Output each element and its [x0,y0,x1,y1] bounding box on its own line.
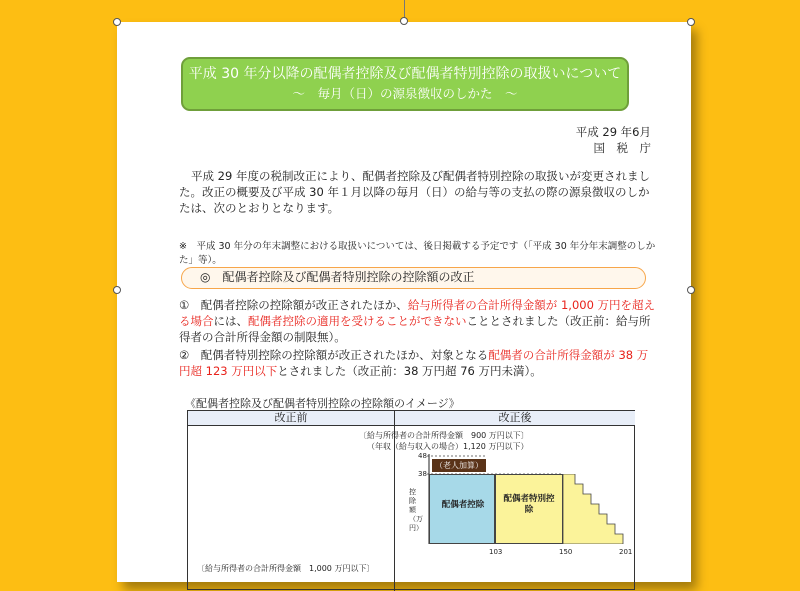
y-tick-38: 38 [418,470,427,478]
title-sub: ～ 毎月（日）の源泉徴収のしかた ～ [292,86,518,101]
y-axis-label: 控除額（万円） [409,488,423,532]
issue-date: 平成 29 年6月 [575,125,651,139]
after-caption-line2: （年収（給与収入の場合）1,120 万円以下） [367,442,529,451]
item1-text-a: ① 配偶者控除の控除額が改正されたほか、 [179,298,408,312]
y-tick-48: 48 [418,452,427,460]
before-caption: 〔給与所得者の合計所得金額 1,000 万円以下〕 [197,564,375,573]
resize-handle-mid-right[interactable] [687,286,695,294]
after-caption [359,430,529,452]
table-header-after: 改正後 [395,411,635,426]
date-block [576,124,651,156]
spouse-deduction-label: 配偶者控除 [441,500,485,510]
title-box [181,57,629,111]
special-deduction-label: 配偶者特別控除 [503,494,555,515]
note-paragraph: ※ 平成 30 年分の年末調整における取扱いについては、後日掲載する予定です（「平成 30 年分年末調整のしかた」等）。 [179,241,656,266]
agency-name: 国 税 庁 [593,141,651,155]
item1-text-d: 配偶者控除の適用を受けることができない [248,314,467,328]
table-header-before: 改正前 [188,411,394,426]
step-shape [563,474,623,544]
list-item-1 [179,297,659,345]
item2-text-a: ② 配偶者特別控除の控除額が改正されたほか、対象となる [179,348,489,362]
x-tick-103: 103 [489,548,503,556]
item1-text-b: 給与所得者の合計所得金額が 1,000 万円を超える場合 [179,298,656,328]
resize-handle-top-left[interactable] [113,18,121,26]
rotate-handle-line [404,0,405,18]
section-heading: ◎ 配偶者控除及び配偶者特別控除の控除額の改正 [181,267,646,289]
resize-handle-top-right[interactable] [687,18,695,26]
elder-label: （老人加算） [432,459,486,472]
x-tick-201: 201 [619,548,633,556]
title-main: 平成 30 年分以降の配偶者控除及び配偶者特別控除の取扱いについて [188,66,622,82]
resize-handle-mid-left[interactable] [113,286,121,294]
list-item-2 [179,347,659,379]
rotate-handle[interactable] [400,17,408,25]
intro-paragraph: 平成 29 年度の税制改正により、配偶者控除及び配偶者特別控除の取扱いが変更されました。改正の概要及び平成 30 年１月以降の毎月（日）の給与等の支払の際の源泉徴収のしかたは、次のとおりとなります。 [179,169,650,215]
item1-text-e: こととされました（改正前：給与所得者の合計所得金額の制限無）。 [179,314,651,344]
item1-text-c: には、 [213,314,248,328]
special-deduction-steps [563,474,637,544]
item2-text-b: 配偶者の合計所得金額が 38 万円超 123 万円以下 [179,348,649,378]
x-tick-150: 150 [559,548,573,556]
after-caption-line1: 〔給与所得者の合計所得金額 900 万円以下〕 [359,431,529,440]
document-page [117,22,691,582]
figure-title: 《配偶者控除及び配偶者特別控除の控除額のイメージ》 [185,397,460,410]
item2-text-c: とされました（改正前：38 万円超 76 万円未満）。 [277,364,542,378]
